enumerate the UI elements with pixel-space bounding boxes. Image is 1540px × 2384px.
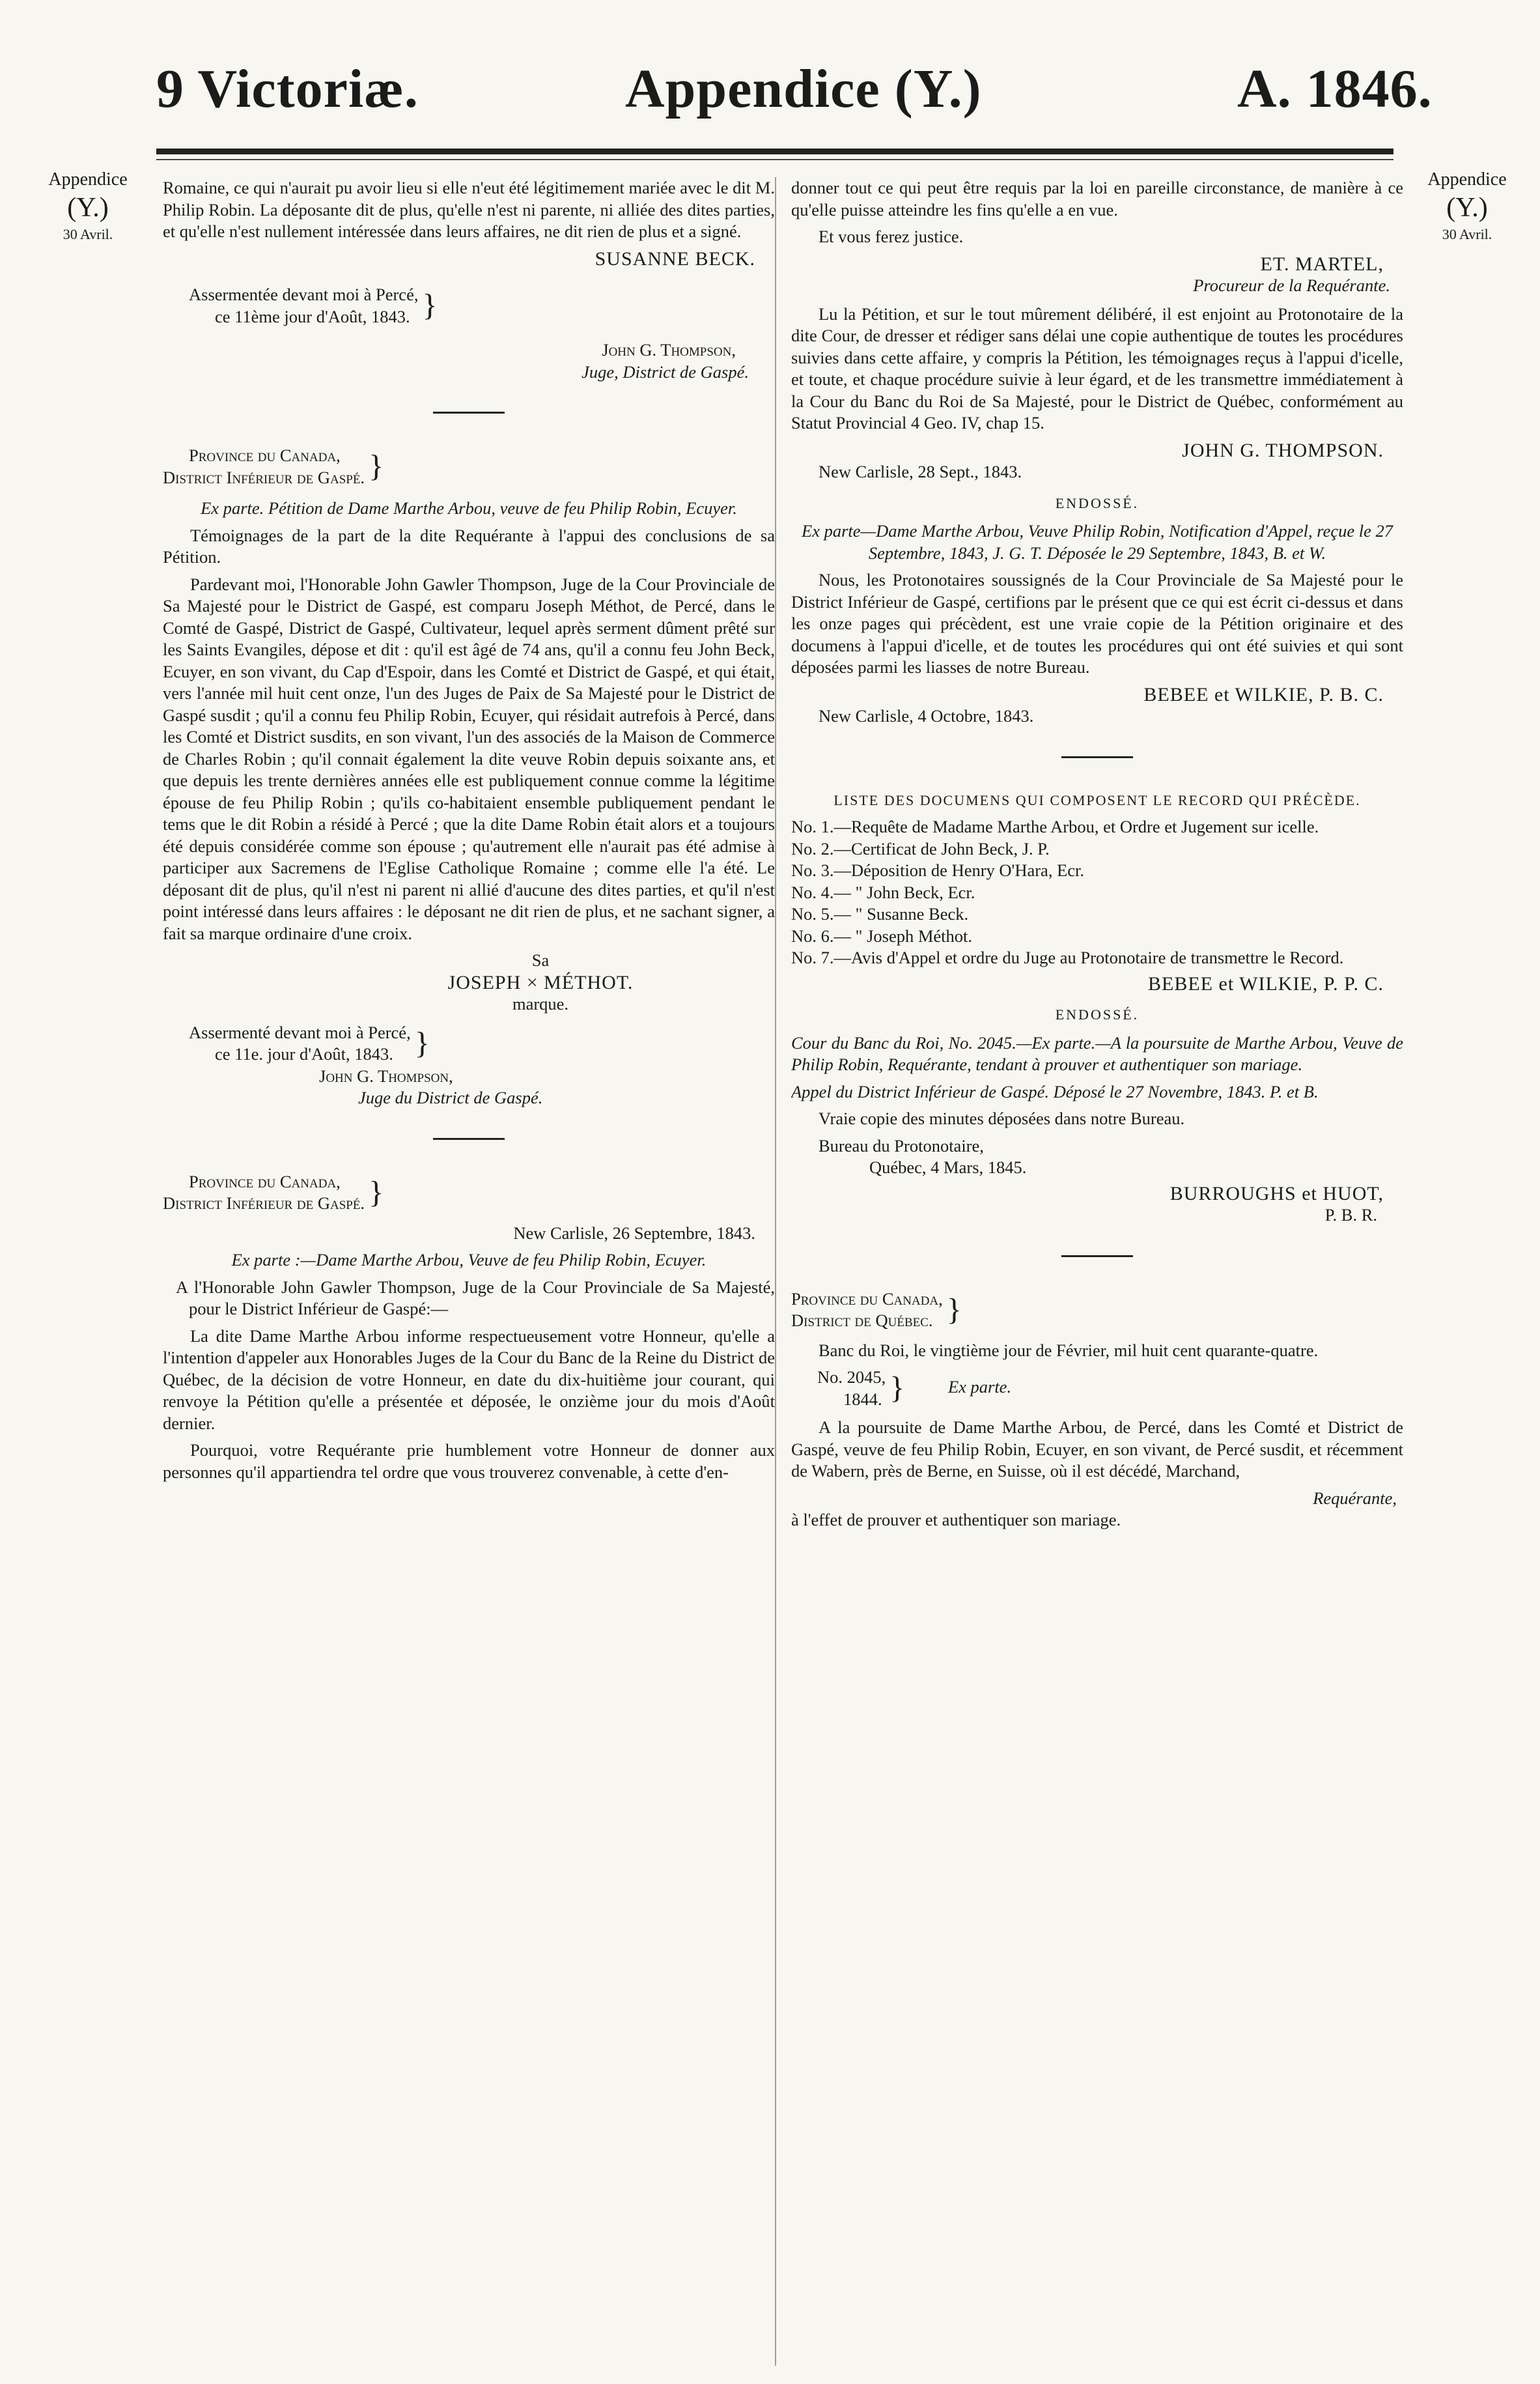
left-margin-note	[26, 168, 150, 243]
case-number: No. 2045,	[817, 1367, 886, 1387]
prayer-paragraph: Pourquoi, votre Requérante prie humblement votre Honneur de donner aux personnes qu'il appartiendra tel ordre que vous trouverez convenable, à cette d'en-	[163, 1440, 775, 1482]
martel-title: Procureur de la Requérante.	[1193, 276, 1390, 295]
ex-parte-label: Ex parte.	[947, 1376, 1012, 1397]
judge-name: John G. Thompson,	[602, 340, 736, 360]
margin-y-label: (Y.)	[67, 193, 109, 223]
sworn-line: Assermentée devant moi à Percé,	[189, 285, 419, 304]
margin-appendice-label: Appendice	[48, 169, 128, 190]
province-block-3	[791, 1288, 1403, 1332]
endorsement-text: Cour du Banc du Roi, No. 2045.—Ex parte.—A la poursuite de Marthe Arbou, Veuve de Philip Robin, Requérante, tendant à prouver et authentiquer son mariage.	[791, 1032, 1403, 1074]
right-margin-note	[1412, 168, 1522, 243]
brace-glyph: }	[369, 449, 384, 484]
signature-martel: ET. MARTEL,	[1260, 253, 1384, 275]
banc-paragraph: Banc du Roi, le vingtième jour de Février, mil huit cent quarante-quatre.	[819, 1340, 1319, 1360]
signature-susanne-beck: SUSANNE BECK.	[595, 248, 755, 270]
sworn-block-1	[189, 284, 775, 328]
list-item: No. 1.—Requête de Madame Marthe Arbou, et Ordre et Jugement sur icelle.	[791, 817, 1319, 836]
district-line: District Inférieur de Gaspé.	[163, 467, 365, 487]
poursuite-paragraph: A la poursuite de Dame Marthe Arbou, de Percé, dans les Comté et District de Gaspé, veuve de feu Philip Robin, Ecuyer, en son vivant, de Percé susdit, et récemment de Wabern, près de Berne, en Suisse, où il est décédé, Marchand,	[791, 1417, 1403, 1481]
column-divider	[775, 177, 776, 2366]
mark-signature	[306, 950, 775, 1015]
header-rule-thin	[156, 159, 1393, 160]
page-header-title: Appendice (Y.)	[625, 59, 982, 119]
true-copy-line: Vraie copie des minutes déposées dans notre Bureau.	[819, 1109, 1185, 1128]
pbr-line: P. B. R.	[1324, 1205, 1377, 1225]
ex-parte-title: Ex parte. Pétition de Dame Marthe Arbou, veuve de feu Philip Robin, Ecuyer.	[201, 498, 737, 518]
case-year: 1844.	[843, 1389, 882, 1409]
dateline: New Carlisle, 4 Octobre, 1843.	[819, 706, 1034, 726]
sworn-line: Assermenté devant moi à Percé,	[189, 1022, 411, 1042]
list-item: No. 4.— " John Beck, Ecr.	[791, 882, 975, 902]
bureau-line: Bureau du Protonotaire,	[819, 1135, 984, 1156]
judge-title: Juge, District de Gaspé.	[581, 362, 749, 382]
dateline: New Carlisle, 28 Sept., 1843.	[819, 462, 1022, 481]
section-separator	[433, 412, 505, 414]
margin-date: 30 Avril.	[1442, 225, 1492, 242]
quebec-dateline: Québec, 4 Mars, 1845.	[869, 1157, 1027, 1177]
margin-y-label: (Y.)	[1446, 193, 1488, 223]
temoignages-heading: Témoignages de la part de la dite Requérante à l'appui des conclusions de sa Pétition.	[163, 525, 775, 567]
district-line: District Inférieur de Gaspé.	[163, 1193, 365, 1213]
mark-label: marque.	[512, 994, 569, 1014]
province-line: Province du Canada,	[189, 1171, 341, 1191]
sworn-line: ce 11e. jour d'Août, 1843.	[215, 1044, 393, 1064]
endorsement-text: Ex parte—Dame Marthe Arbou, Veuve Philip Robin, Notification d'Appel, reçue le 27 Septembre, 1843, J. G. T. Déposée le 29 Septembre, 1843, B. et W.	[802, 521, 1393, 563]
dateline: New Carlisle, 26 Septembre, 1843.	[513, 1223, 755, 1243]
judge-title: Juge du District de Gaspé.	[358, 1088, 543, 1107]
sworn-block-2	[189, 1022, 775, 1066]
list-item: No. 5.— " Susanne Beck.	[791, 904, 969, 924]
document-list	[791, 816, 1403, 969]
address-line: A l'Honorable John Gawler Thompson, Juge de la Cour Provinciale de Sa Majesté, pour le District Inférieur de Gaspé:—	[176, 1277, 775, 1318]
list-item: No. 3.—Déposition de Henry O'Hara, Ecr.	[791, 860, 1085, 880]
signature-burroughs-huot: BURROUGHS et HUOT,	[1169, 1182, 1384, 1204]
appeal-filing: Appel du District Inférieur de Gaspé. Déposé le 27 Novembre, 1843. P. et B.	[791, 1081, 1319, 1101]
list-item: No. 2.—Certificat de John Beck, J. P.	[791, 838, 1050, 859]
notice-paragraph: La dite Dame Marthe Arbou informe respectueusement votre Honneur, qu'elle a l'intention d'appeler aux Honorables Juges de la Cour du Banc de la Reine du District de Québec, de la décision de votre Honneur, en date du dix-huitième jour courant, qui renvoye la Pétition qu'elle a présentée et déposée, le onzième jour du mois d'Août dernier.	[163, 1326, 775, 1433]
final-line: à l'effet de prouver et authentiquer son mariage.	[791, 1510, 1121, 1529]
mark-name: JOSEPH × MÉTHOT.	[447, 971, 634, 993]
signature-bebee-wilkie: BEBEE et WILKIE, P. B. C.	[1143, 683, 1384, 705]
beck-deposition-end: Romaine, ce qui n'aurait pu avoir lieu si elle n'eut été légitimement mariée avec le dit M. Philip Robin. La déposante dit de plus, qu'elle n'est ni parente, ni alliée des dites parties, et qu'elle n'est nullement intéressée dans leurs affaires, ne dit rien de plus et a signé.	[163, 178, 775, 241]
prayer-continued: donner tout ce qui peut être requis par la loi en pareille circonstance, de manière à ce qu'elle puisse atteindre les fins qu'elle a en vue.	[791, 178, 1403, 220]
section-separator	[1061, 1255, 1133, 1257]
document-list-heading: LISTE DES DOCUMENS QUI COMPOSENT LE RECORD QUI PRÉCÈDE.	[833, 791, 1361, 808]
endosse-heading: ENDOSSÉ.	[1055, 494, 1140, 511]
margin-appendice-label: Appendice	[1427, 169, 1507, 190]
province-line: Province du Canada,	[189, 446, 341, 465]
judgment-paragraph: Lu la Pétition, et sur le tout mûrement délibéré, il est enjoint au Protonotaire de la dite Cour, de dresser et rédiger sans délai une copie authentique de toutes les procédures suivies dans cette affaire, y compris la Pétition, les témoignages reçus à l'appui d'icelle, et toute, et chaque procédure suivie à leur égard, et de les transmettre immédiatement à la Cour du Banc du Roi de Sa Majesté, pour le District de Québec, conformément au Statut Provincial 4 Geo. IV, chap 15.	[791, 304, 1403, 433]
brace-glyph: }	[422, 288, 438, 323]
ex-parte-title: Ex parte :—Dame Marthe Arbou, Veuve de feu Philip Robin, Ecuyer.	[231, 1250, 707, 1270]
section-separator	[433, 1138, 505, 1140]
province-block-1	[163, 445, 775, 489]
header-rule-thick	[156, 149, 1393, 154]
margin-date: 30 Avril.	[63, 225, 113, 242]
methot-deposition: Pardevant moi, l'Honorable John Gawler Thompson, Juge de la Cour Provinciale de Sa Majesté pour le District de Gaspé, est comparu Joseph Méthot, de Percé, dans le Comté de Gaspé, District de Gaspé, Cultivateur, lequel après serment dûment prêté sur les Saints Evangiles, dépose et dit : qu'il est âgé de 74 ans, qu'il a connu feu John Beck, Ecuyer, en son vivant, du Cap d'Espoir, dans les Comté et District de Gaspé, et qui était, vers l'année mil huit cent onze, l'un des Juges de Paix de Sa Majesté pour le District de Gaspé susdit ; qu'il a connu feu Philip Robin, Ecuyer, qui résidait autrefois à Percé, dans les Comté et District susdits, en son vivant, l'un des associés de la Maison de Commerce de Charles Robin ; qu'il connait également la dite veuve Robin depuis soixante ans, et que depuis les trente dernières années elle est publiquement connue comme la légitime épouse de feu Philip Robin ; qu'ils co-habitaient ensemble publiquement pendant le tems que le dit Robin a résidé à Percé ; que la dite Dame Robin était alors et a toujours été depuis considérée comme son épouse ; qu'autrement elle n'aurait pas été admise à participer aux Sacremens de l'Eglise Catholique Romaine ; comme elle l'a été. Le déposant dit de plus, qu'il n'est ni parent ni allié d'aucune des dites parties, et qu'il n'est point intéressé dans leurs affaires : le déposant ne dit rien de plus, et ne sachant signer, a fait sa marque ordinaire d'une croix.	[163, 574, 775, 943]
sworn-line: ce 11ème jour d'Août, 1843.	[215, 306, 410, 326]
page-header-year: A. 1846.	[1237, 59, 1433, 119]
page-header-session: 9 Victoriæ.	[156, 59, 419, 119]
signature-thompson: JOHN G. THOMPSON.	[1182, 439, 1384, 461]
signature-bebee-wilkie: BEBEE et WILKIE, P. P. C.	[1148, 972, 1384, 995]
endosse-heading: ENDOSSÉ.	[1055, 1006, 1140, 1023]
province-block-2	[163, 1171, 775, 1215]
brace-glyph: }	[369, 1174, 384, 1210]
requerante-label: Requérante,	[1313, 1488, 1397, 1508]
province-line: Province du Canada,	[791, 1288, 943, 1309]
list-item: No. 6.— " Joseph Méthot.	[791, 926, 973, 946]
section-separator	[1061, 756, 1133, 758]
mark-sa: Sa	[531, 950, 550, 970]
district-line: District de Québec.	[791, 1311, 933, 1330]
left-column	[163, 177, 775, 2372]
list-item: No. 7.—Avis d'Appel et ordre du Juge au Protonotaire de transmettre le Record.	[791, 948, 1344, 967]
brace-glyph: }	[889, 1370, 905, 1406]
justice-line: Et vous ferez justice.	[819, 227, 964, 246]
brace-glyph: }	[414, 1025, 430, 1060]
right-column	[791, 177, 1403, 2372]
brace-glyph: }	[946, 1292, 962, 1327]
case-number-block	[791, 1367, 1403, 1410]
certification-paragraph: Nous, les Protonotaires soussignés de la Cour Provinciale de Sa Majesté pour le District Inférieur de Gaspé, certifions par le présent que ce qui est écrit ci-dessus et dans les onze pages qui précèdent, est une vraie copie de la Pétition originaire et des documens à l'appui d'icelle, et de toutes les procédures qui ont été suivies et qui sont déposées parmi les liasses de notre Bureau.	[791, 570, 1403, 677]
judge-name: John G. Thompson,	[319, 1066, 453, 1086]
